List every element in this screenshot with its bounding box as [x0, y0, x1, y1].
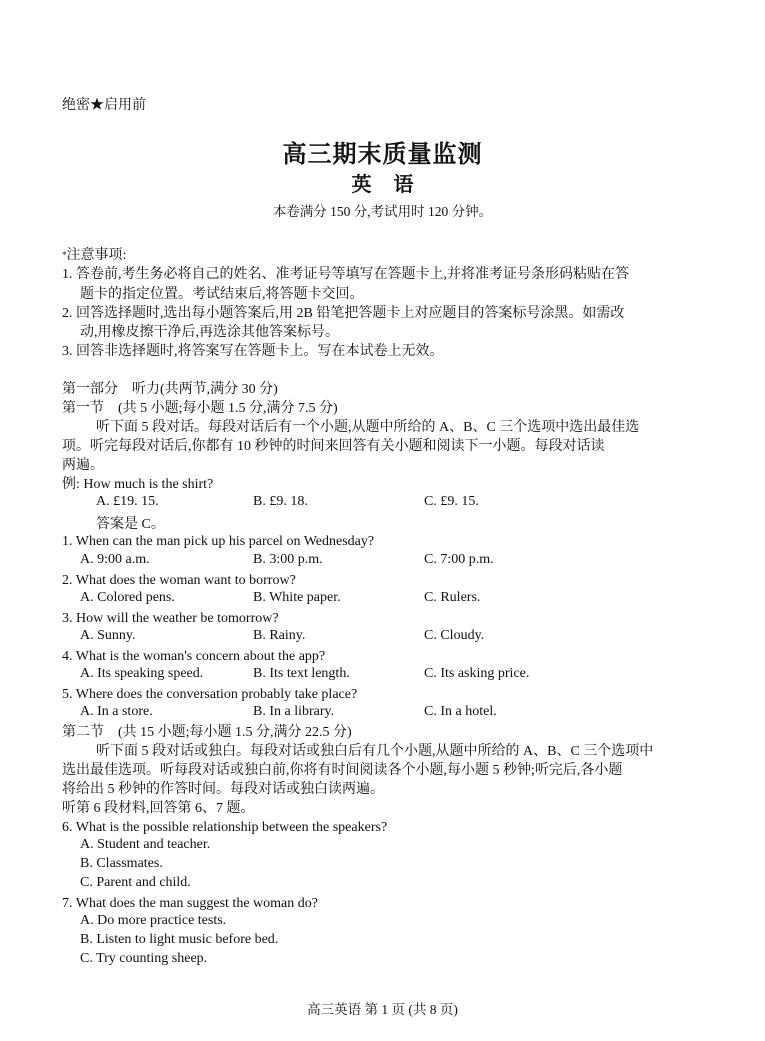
note-3: 3. 回答非选择题时,将答案写在答题卡上。写在本试卷上无效。 [62, 344, 444, 359]
question-7-option-c: C. Try counting sheep. [80, 951, 208, 966]
section2-instruction-line-3: 将给出 5 秒钟的作答时间。每段对话或独白读两遍。 [62, 782, 384, 797]
question-7: 7. What does the man suggest the woman do? [62, 896, 318, 911]
question-2-option-a: A. Colored pens. [80, 590, 175, 605]
example-option-b: B. £9. 18. [253, 494, 308, 509]
question-4-option-b: B. Its text length. [253, 666, 350, 681]
question-2: 2. What does the woman want to borrow? [62, 573, 296, 588]
subject-title: 英语 [351, 174, 436, 196]
page-footer: 高三英语 第 1 页 (共 8 页) [307, 1002, 458, 1017]
section2-instruction-line-1: 听下面 5 段对话或独白。每段对话或独白后有几个小题,从题中所给的 A、B、C 三个选项中 [96, 744, 654, 759]
score-info: 本卷满分 150 分,考试用时 120 分钟。 [272, 204, 493, 219]
section2-instruction-line-2: 选出最佳选项。听每段对话或独白前,你将有时间阅读各个小题,每小题 5 秒钟;听完后,各小题 [62, 763, 623, 778]
example-question: 例: How much is the shirt? [62, 477, 214, 492]
question-4: 4. What is the woman's concern about the app? [62, 649, 326, 664]
note-2-line-1: 2. 回答选择题时,选出每小题答案后,用 2B 铅笔把答题卡上对应题目的答案标号涂黑。如需改 [62, 306, 625, 321]
notes-heading: *注意事项: [62, 248, 127, 263]
material-6-label: 听第 6 段材料,回答第 6、7 题。 [62, 801, 255, 816]
question-1-option-a: A. 9:00 a.m. [80, 552, 150, 567]
exam-title: 高三期末质量监测 [282, 142, 483, 168]
note-1-line-1: 1. 答卷前,考生务必将自己的姓名、准考证号等填写在答题卡上,并将准考证号条形码粘贴在答 [62, 267, 629, 282]
example-option-c: C. £9. 15. [424, 494, 479, 509]
question-5-option-a: A. In a store. [80, 704, 153, 719]
section1-instruction-line-3: 两遍。 [62, 458, 104, 473]
secret-label: 绝密★启用前 [62, 98, 146, 113]
question-3: 3. How will the weather be tomorrow? [62, 611, 279, 626]
section1-instruction-line-2: 项。听完每段对话后,你都有 10 秒钟的时间来回答有关小题和阅读下一小题。每段对话读 [62, 439, 605, 454]
note-1-line-2: 题卡的指定位置。考试结束后,将答题卡交回。 [80, 287, 364, 302]
question-5-option-b: B. In a library. [253, 704, 335, 719]
question-6-option-c: C. Parent and child. [80, 875, 191, 890]
section2-heading: 第二节 (共 15 小题;每小题 1.5 分,满分 22.5 分) [62, 725, 352, 740]
question-2-option-c: C. Rulers. [424, 590, 481, 605]
part1-heading: 第一部分 听力(共两节,满分 30 分) [62, 382, 278, 397]
question-7-option-b: B. Listen to light music before bed. [80, 932, 279, 947]
example-answer: 答案是 C。 [96, 517, 165, 532]
question-7-option-a: A. Do more practice tests. [80, 913, 227, 928]
question-6: 6. What is the possible relationship between the speakers? [62, 820, 388, 835]
question-4-option-c: C. Its asking price. [424, 666, 530, 681]
question-1-option-c: C. 7:00 p.m. [424, 552, 494, 567]
question-1-option-b: B. 3:00 p.m. [253, 552, 323, 567]
question-3-option-a: A. Sunny. [80, 628, 136, 643]
question-2-option-b: B. White paper. [253, 590, 341, 605]
question-4-option-a: A. Its speaking speed. [80, 666, 204, 681]
note-2-line-2: 动,用橡皮擦干净后,再选涂其他答案标号。 [80, 325, 339, 340]
section1-instruction-line-1: 听下面 5 段对话。每段对话后有一个小题,从题中所给的 A、B、C 三个选项中选出最佳选 [96, 420, 640, 435]
example-option-a: A. £19. 15. [96, 494, 159, 509]
section1-heading: 第一节 (共 5 小题;每小题 1.5 分,满分 7.5 分) [62, 401, 338, 416]
question-5-option-c: C. In a hotel. [424, 704, 497, 719]
question-6-option-a: A. Student and teacher. [80, 837, 211, 852]
question-3-option-b: B. Rainy. [253, 628, 306, 643]
question-1: 1. When can the man pick up his parcel on Wednesday? [62, 534, 375, 549]
question-6-option-b: B. Classmates. [80, 856, 163, 871]
question-3-option-c: C. Cloudy. [424, 628, 485, 643]
question-5: 5. Where does the conversation probably take place? [62, 687, 358, 702]
